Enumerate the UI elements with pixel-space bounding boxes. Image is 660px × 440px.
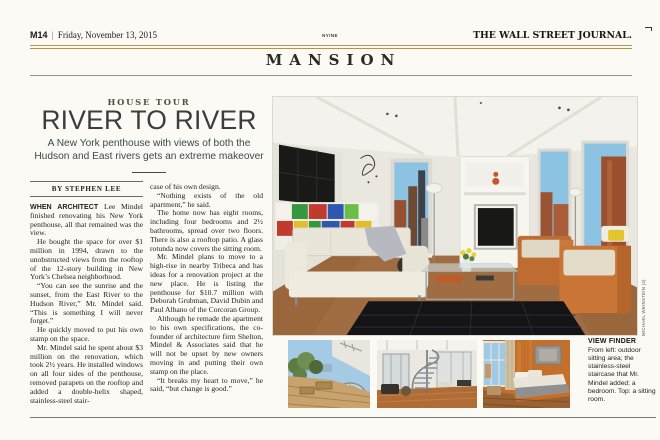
photo-credit: MICHAEL WEINSTEIN (4)	[641, 279, 646, 336]
gold-double-rule	[30, 45, 632, 49]
paragraph: Mr. Mindel plans to move to a high-rise in nearby Tribeca and has ideas for a renovation project at the new place. He is listing the penthouse for $10.7 million with Deborah Grubman, David Dubin and Paul Albano of the Corcoran Group.	[150, 252, 263, 315]
subhead-divider-rule	[132, 172, 166, 173]
bottom-rule	[30, 417, 656, 418]
newspaper-name: THE WALL STREET JOURNAL.	[473, 30, 632, 41]
photo-stainless-steel-staircase	[377, 340, 477, 408]
view-finder-caption	[588, 338, 656, 405]
view-finder-text: From left: outdoor sitting area; the stainless-steel staircase that Mr. Mindel added; a bedroom. Top: a sitting room.	[588, 346, 656, 404]
main-photo-sitting-room	[272, 96, 638, 336]
photo-bedroom	[483, 340, 570, 408]
article-headline: RIVER TO RIVER	[41, 105, 257, 135]
paragraph-text: Lee Mindel finished renovating his New York penthouse, all that remained was the view.	[30, 202, 143, 238]
lead-in: WHEN ARCHITECT	[30, 203, 99, 211]
masthead-separator: |	[51, 30, 54, 40]
byline: BY STEPHEN LEE	[30, 181, 143, 197]
paragraph: He bought the space for over $1 million in 1994, drawn to the unobstructed views from the rooftop of the 12-story building in New York’s Chelsea neighborhood.	[30, 237, 143, 282]
paragraph: “It breaks my heart to move,” he said, “but change is good.”	[150, 375, 263, 394]
edition-label: NY/NE	[322, 33, 338, 38]
paragraph: The home now has eight rooms, including four bedrooms and 2½ bathrooms, spread over two floors. There is also a rooftop patio. A glass rotunda now covers the sitting room.	[150, 208, 263, 253]
corner-fold-mark	[645, 27, 652, 31]
article-kicker: HOUSE TOUR	[107, 97, 191, 107]
section-title: MANSION	[265, 51, 402, 69]
body-column-1	[30, 203, 143, 405]
paragraph: “Nothing exists of the old apartment,” he said.	[150, 190, 263, 209]
paragraph: Mr. Mindel said he spent about $3 million on the renovation, which took 2½ years. He installed windows on all four sides of the penthouse, removed parapets on the rooftop and added a double-helix shaped, stainless-steel stair-	[30, 342, 143, 405]
view-finder-title: VIEW FINDER	[588, 338, 637, 345]
article-subhead: A New York penthouse with views of both the Hudson and East rivers gets an extreme makeover	[34, 138, 264, 162]
paragraph: He quickly moved to put his own stamp on the space.	[30, 325, 143, 343]
paragraph: “You can see the sunrise and the sunset, from the East River to the Hudson River,” Mr. Mindel said. “This is something I will never forget.”	[30, 281, 143, 326]
section-rule	[30, 75, 632, 76]
paragraph	[30, 203, 143, 238]
page-number: M14	[30, 30, 48, 40]
paragraph: case of his own design.	[150, 182, 221, 191]
paragraph: Although he remade the apartment to his own specifications, the co-founder of architecture firm Shelton, Mindel & Associates said that he will not be upset by new owners moving in and putting their own stamp on the place.	[150, 313, 263, 376]
photo-outdoor-sitting-area	[288, 340, 370, 408]
body-column-2	[150, 183, 263, 394]
masthead-date: Friday, November 13, 2015	[57, 30, 157, 40]
